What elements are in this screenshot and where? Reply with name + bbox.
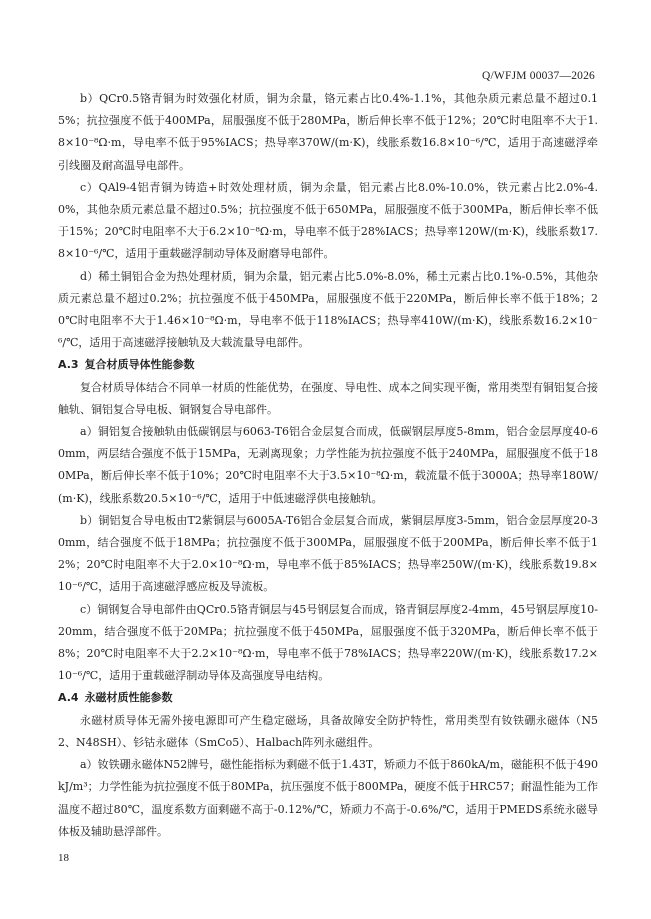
section-heading-a3: [58, 354, 598, 376]
section-number: A.4: [58, 691, 79, 705]
paragraph-a4-a: a）钕铁硼永磁体N52牌号，磁性能指标为剩磁不低于1.43T，矫顽力不低于860kA/m，磁能积不低于490kJ/m³；力学性能为抗拉强度不低于80MPa，抗压强度不低于800MPa，硬度不低于HRC57；耐温性能为工作温度不超过80℃，温度系数方面剩磁不高于-0.12%/℃，矫顽力不高于-0.6%/℃，适用于PMEDS系统永磁导体板及辅助悬浮部件。: [58, 758, 598, 838]
paragraph-qcr05: b）QCr0.5铬青铜为时效强化材质，铜为余量，铬元素占比0.4%-1.1%，其他杂质元素总量不超过0.15%；抗拉强度不低于400MPa，屈服强度不低于280MPa，断后伸长率不低于12%；20℃时电阻率不大于1.8×10⁻⁸Ω·m，导电率不低于95%IACS；热导率370W/(m·K)，线胀系数16.8×10⁻⁶/℃，适用于高速磁浮牵引线圈及耐高温导电部件。: [58, 92, 598, 172]
paragraph-rare-earth: d）稀土铜铝合金为热处理材质，铜为余量，铝元素占比5.0%-8.0%，稀土元素占比0.1%-0.5%，其他杂质元素总量不超过0.2%；抗拉强度不低于450MPa，屈服强度不低于220MPa，断后伸长率不低于18%；20℃时电阻率不大于1.46×10⁻⁸Ω·m，导电率不低于118%IACS；热导率410W/(m·K)，线胀系数16.2×10⁻⁶/℃，适用于高速磁浮接触轨及大载流量导电部件。: [58, 269, 598, 350]
paragraph-a3-c: c）铜钢复合导电部件由QCr0.5铬青铜层与45号钢层复合而成，铬青铜层厚度2-4mm，45号钢层厚度10-20mm，结合强度不低于20MPa；抗拉强度不低于450MPa，屈服强度不低于320MPa，断后伸长率不低于8%；20℃时电阻率不大于2.2×10⁻⁸Ω·m，导电率不低于78%IACS；热导率220W/(m·K)，线胀系数17.2×10⁻⁶/℃，适用于重载磁浮制动导体及高强度导电结构。: [58, 602, 598, 683]
section-heading-a4: [58, 687, 598, 709]
document-number: Q/WFJM 00037—2026: [482, 70, 595, 82]
section-number: A.3: [58, 358, 79, 372]
paragraph-a4-intro: 永磁材质导体无需外接电源即可产生稳定磁场，具备故障安全防护特性，常用类型有钕铁硼永磁体（N52、N48SH）、钐钴永磁体（SmCo5）、Halbach阵列永磁组件。: [58, 713, 598, 749]
paragraph-a3-a: a）铜铝复合接触轨由低碳钢层与6063-T6铝合金层复合而成，低碳钢层厚度5-8mm，铝合金层厚度40-60mm，两层结合强度不低于15MPa，无剥离现象；力学性能为抗拉强度不低于240MPa，屈服强度不低于180MPa，断后伸长率不低于10%；20℃时电阻率不大于3.5×10⁻⁸Ω·m，载流量不低于3000A；热导率180W/(m·K)，线胀系数20.5×10⁻⁶/℃，适用于中低速磁浮供电接触轨。: [58, 425, 598, 505]
paragraph-a3-b: b）铜铝复合导电板由T2紫铜层与6005A-T6铝合金层复合而成，紫铜层厚度3-5mm，铝合金层厚度20-30mm，结合强度不低于18MPa；抗拉强度不低于300MPa，屈服强度不低于200MPa，断后伸长率不低于12%；20℃时电阻率不大于2.0×10⁻⁸Ω·m，导电率不低于85%IACS；热导率250W/(m·K)，线胀系数19.8×10⁻⁶/℃，适用于高速磁浮感应板及导流板。: [58, 513, 598, 594]
page-content: [58, 88, 598, 843]
page-number: 18: [58, 852, 69, 864]
section-title: 复合材质导体性能参数: [84, 358, 195, 372]
paragraph-qal94: c）QAl9-4铝青铜为铸造+时效处理材质，铜为余量，铝元素占比8.0%-10.0%，铁元素占比2.0%-4.0%，其他杂质元素总量不超过0.5%；抗拉强度不低于650MPa，屈服强度不低于300MPa，断后伸长率不低于15%；20℃时电阻率不大于6.2×10⁻⁸Ω·m，导电率不低于28%IACS；热导率120W/(m·K)，线胀系数17.8×10⁻⁶/℃，适用于重载磁浮制动导体及耐磨导电部件。: [58, 180, 598, 261]
paragraph-a3-intro: 复合材质导体结合不同单一材质的性能优势，在强度、导电性、成本之间实现平衡，常用类型有铜铝复合接触轨、铜铝复合导电板、铜钢复合导电部件。: [58, 380, 598, 416]
section-title: 永磁材质性能参数: [84, 691, 173, 705]
